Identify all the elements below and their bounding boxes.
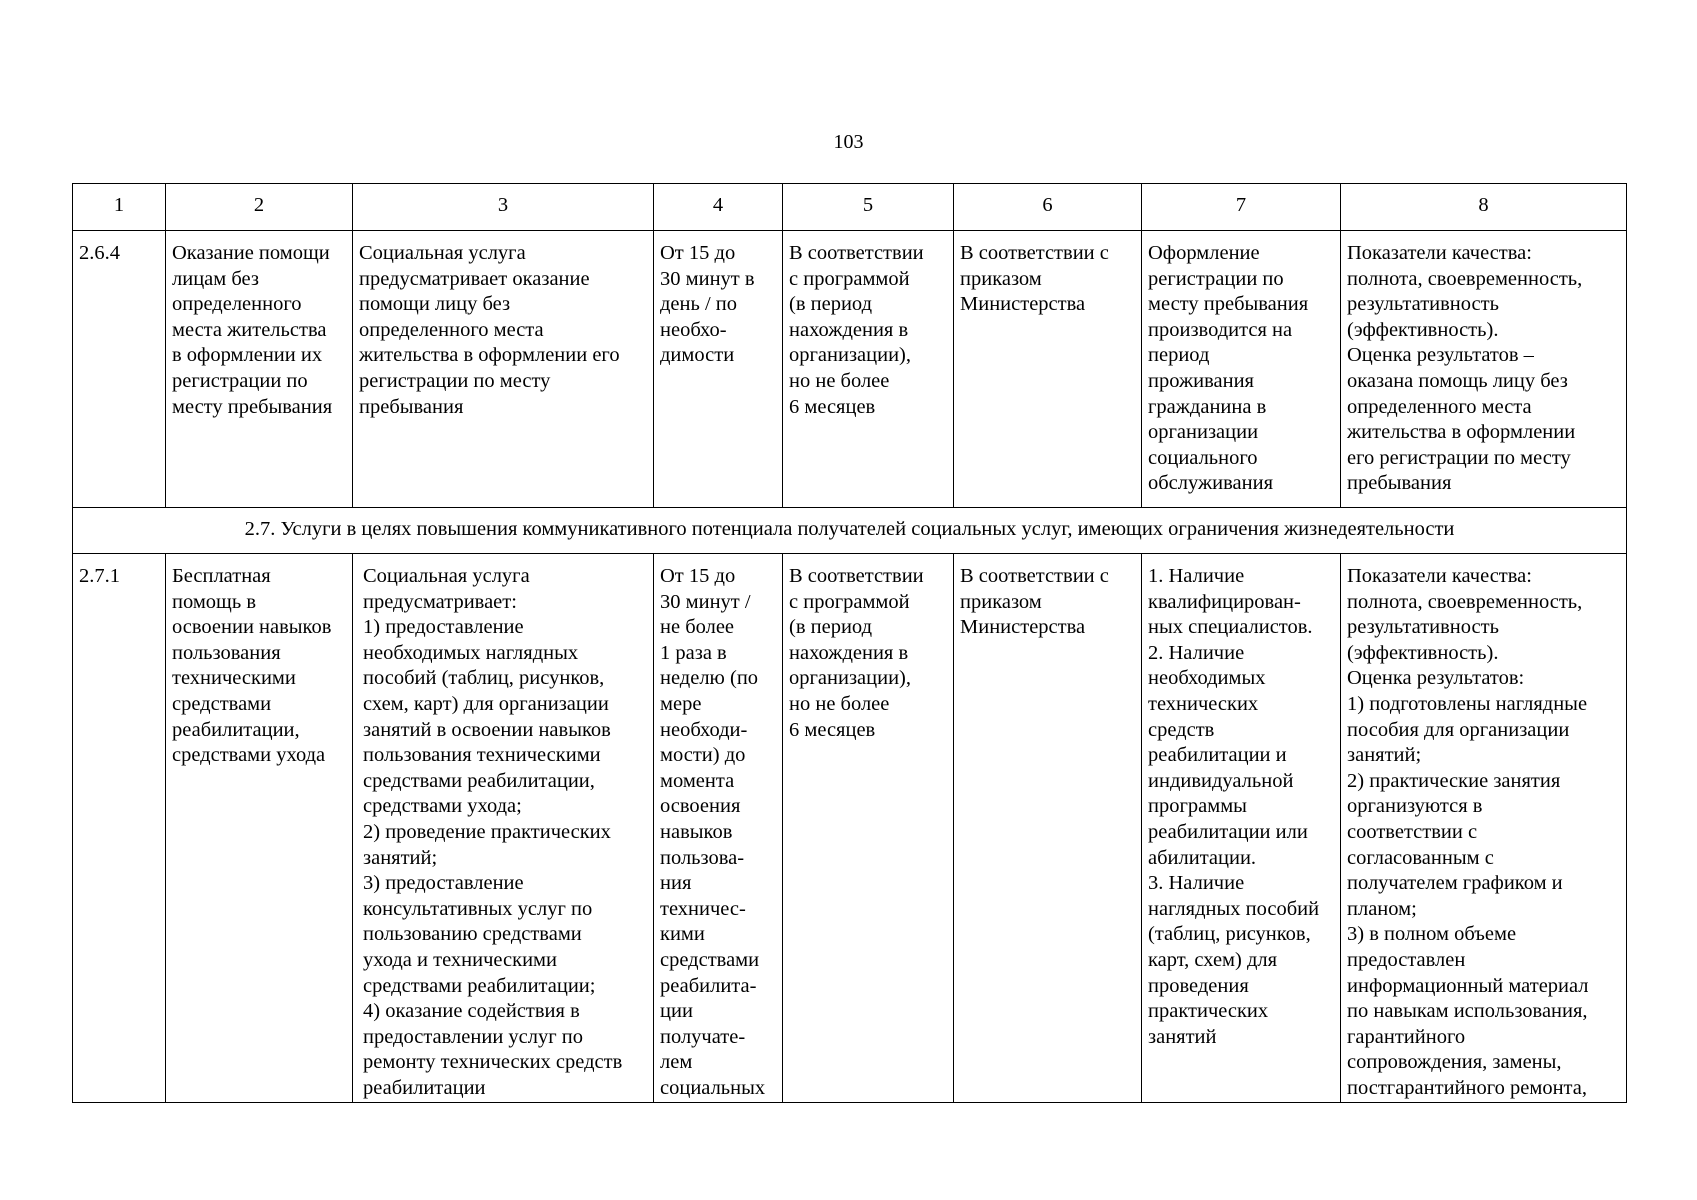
service-description-cell: Социальная услуга предусматривает оказание помощи лицу без определенного места жительства в оформлении его регистрации по месту пребывания xyxy=(353,231,654,508)
page-number: 103 xyxy=(833,131,864,153)
column-header: 7 xyxy=(1142,184,1341,231)
table-row xyxy=(73,554,1627,1103)
services-table xyxy=(72,183,1627,1103)
column-header: 3 xyxy=(353,184,654,231)
service-conditions-cell: 1. Наличие квалифицирован- ных специалистов. 2. Наличие необходимых технических средств реабилитации и индивидуальной программы реабилитации или абилитации. 3. Наличие наглядных пособий (таблиц, рисунков, карт, схем) для проведения практических занятий xyxy=(1142,554,1341,1103)
column-header: 2 xyxy=(166,184,353,231)
service-description-cell: Социальная услуга предусматривает: 1) предоставление необходимых наглядных пособий (таблиц, рисунков, схем, карт) для организации занятий в освоении навыков пользования техническими средствами реабилитации, средствами ухода; 2) проведение практических занятий; 3) предоставление консультативных услуг по пользованию средствами ухода и техническими средствами реабилитации; 4) оказание содействия в предоставлении услуг по ремонту технических средств реабилитации xyxy=(353,554,654,1103)
service-conditions-cell: Оформление регистрации по месту пребывания производится на период проживания гражданина в организации социального обслуживания xyxy=(1142,231,1341,508)
service-tariff-cell: В соответствии с приказом Министерства xyxy=(954,554,1142,1103)
column-header: 1 xyxy=(73,184,166,231)
column-header: 5 xyxy=(783,184,954,231)
row-number-cell: 2.6.4 xyxy=(73,231,166,508)
service-period-cell: В соответствии с программой (в период нахождения в организации), но не более 6 месяцев xyxy=(783,554,954,1103)
section-title: 2.7. Услуги в целях повышения коммуникативного потенциала получателей социальных услуг, имеющих ограничения жизнедеятельности xyxy=(73,508,1627,554)
service-name-cell: Оказание помощи лицам без определенного места жительства в оформлении их регистрации по месту пребывания xyxy=(166,231,353,508)
row-number-cell: 2.7.1 xyxy=(73,554,166,1103)
table-header-row xyxy=(73,184,1627,231)
quality-indicators-cell: Показатели качества: полнота, своевременность, результативность (эффективность). Оценка результатов – оказана помощь лицу без определенного места жительства в оформлении его регистрации по месту пребывания xyxy=(1341,231,1627,508)
section-row xyxy=(73,508,1627,554)
column-header: 4 xyxy=(654,184,783,231)
service-tariff-cell: В соответствии с приказом Министерства xyxy=(954,231,1142,508)
service-duration-cell: От 15 до 30 минут в день / по необхо- димости xyxy=(654,231,783,508)
service-duration-cell: От 15 до 30 минут / не более 1 раза в неделю (по мере необходи- мости) до момента освоения навыков пользова- ния техничес- кими средствами реабилита- ции получате- лем социальных xyxy=(654,554,783,1103)
service-period-cell: В соответствии с программой (в период нахождения в организации), но не более 6 месяцев xyxy=(783,231,954,508)
service-name-cell: Бесплатная помощь в освоении навыков пользования техническими средствами реабилитации, средствами ухода xyxy=(166,554,353,1103)
table-row xyxy=(73,231,1627,508)
quality-indicators-cell: Показатели качества: полнота, своевременность, результативность (эффективность). Оценка результатов: 1) подготовлены наглядные пособия для организации занятий; 2) практические занятия организуются в соответствии с согласованным с получателем графиком и планом; 3) в полном объеме предоставлен информационный материал по навыкам использования, гарантийного сопровождения, замены, постгарантийного ремонта, xyxy=(1341,554,1627,1103)
column-header: 6 xyxy=(954,184,1142,231)
column-header: 8 xyxy=(1341,184,1627,231)
